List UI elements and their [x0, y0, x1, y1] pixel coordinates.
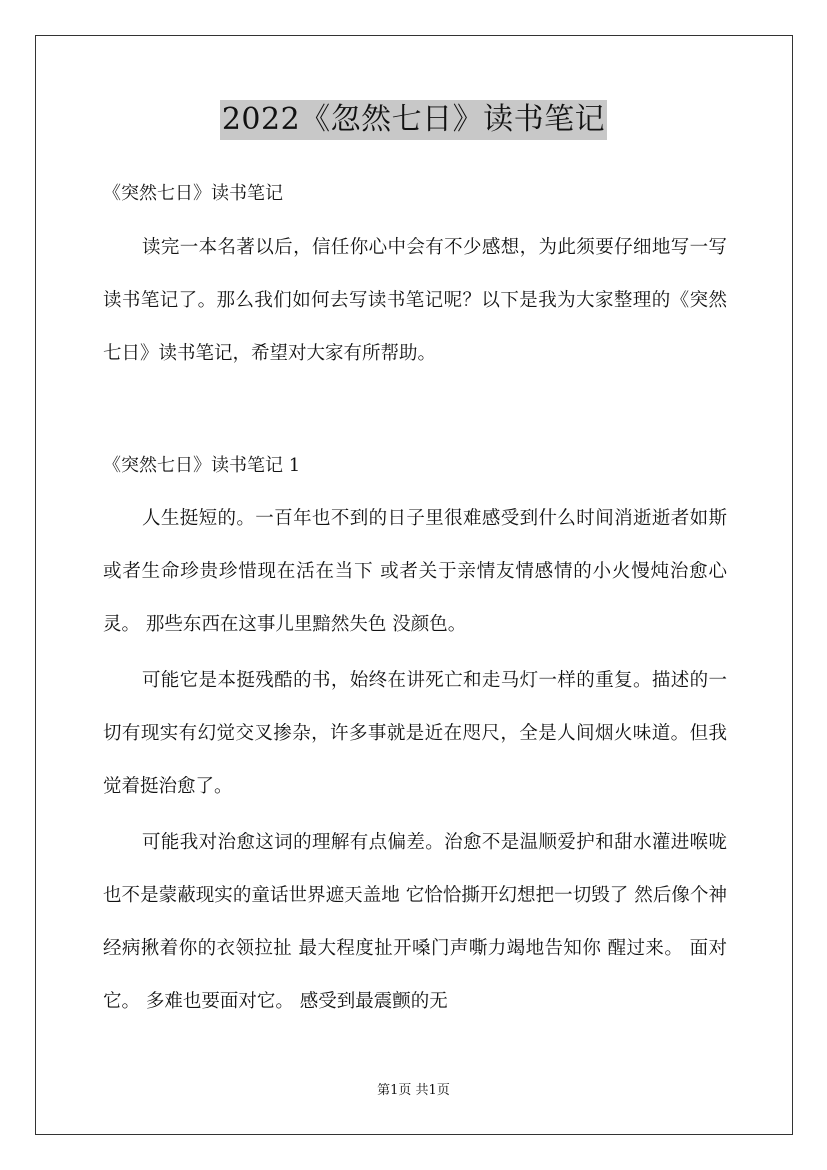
- body-paragraph: 可能我对治愈这词的理解有点偏差。治愈不是温顺爱护和甜水灌进喉咙也不是蒙蔽现实的童话世界遮天盖地 它恰恰撕开幻想把一切毁了 然后像个神经病揪着你的衣领拉扯 最大程度扯开嗓门声嘶力竭地告知你 醒过来。 面对它。 多难也要面对它。 感受到最震颤的无: [103, 832, 727, 1012]
- document-title: 2022《忽然七日》读书笔记: [220, 100, 607, 140]
- section-heading: 《突然七日》读书笔记 1: [103, 455, 301, 476]
- body-paragraph: 人生挺短的。一百年也不到的日子里很难感受到什么时间消逝逝者如斯 或者生命珍贵珍惜现在活在当下 或者关于亲情友情感情的小火慢炖治愈心灵。 那些东西在这事儿里黯然失色 没颜色。: [103, 508, 727, 635]
- body-paragraph: 可能它是本挺残酷的书，始终在讲死亡和走马灯一样的重复。描述的一切有现实有幻觉交叉掺杂，许多事就是近在咫尺，全是人间烟火味道。但我觉着挺治愈了。: [103, 670, 727, 797]
- document-title-wrapper: [0, 100, 827, 140]
- intro-heading: 《突然七日》读书笔记: [103, 183, 283, 204]
- page-footer: 第1页 共1页: [377, 1083, 450, 1098]
- intro-paragraph: 读完一本名著以后，信任你心中会有不少感想，为此须要仔细地写一写读书笔记了。那么我们如何去写读书笔记呢？以下是我为大家整理的《突然七日》读书笔记，希望对大家有所帮助。: [103, 237, 727, 364]
